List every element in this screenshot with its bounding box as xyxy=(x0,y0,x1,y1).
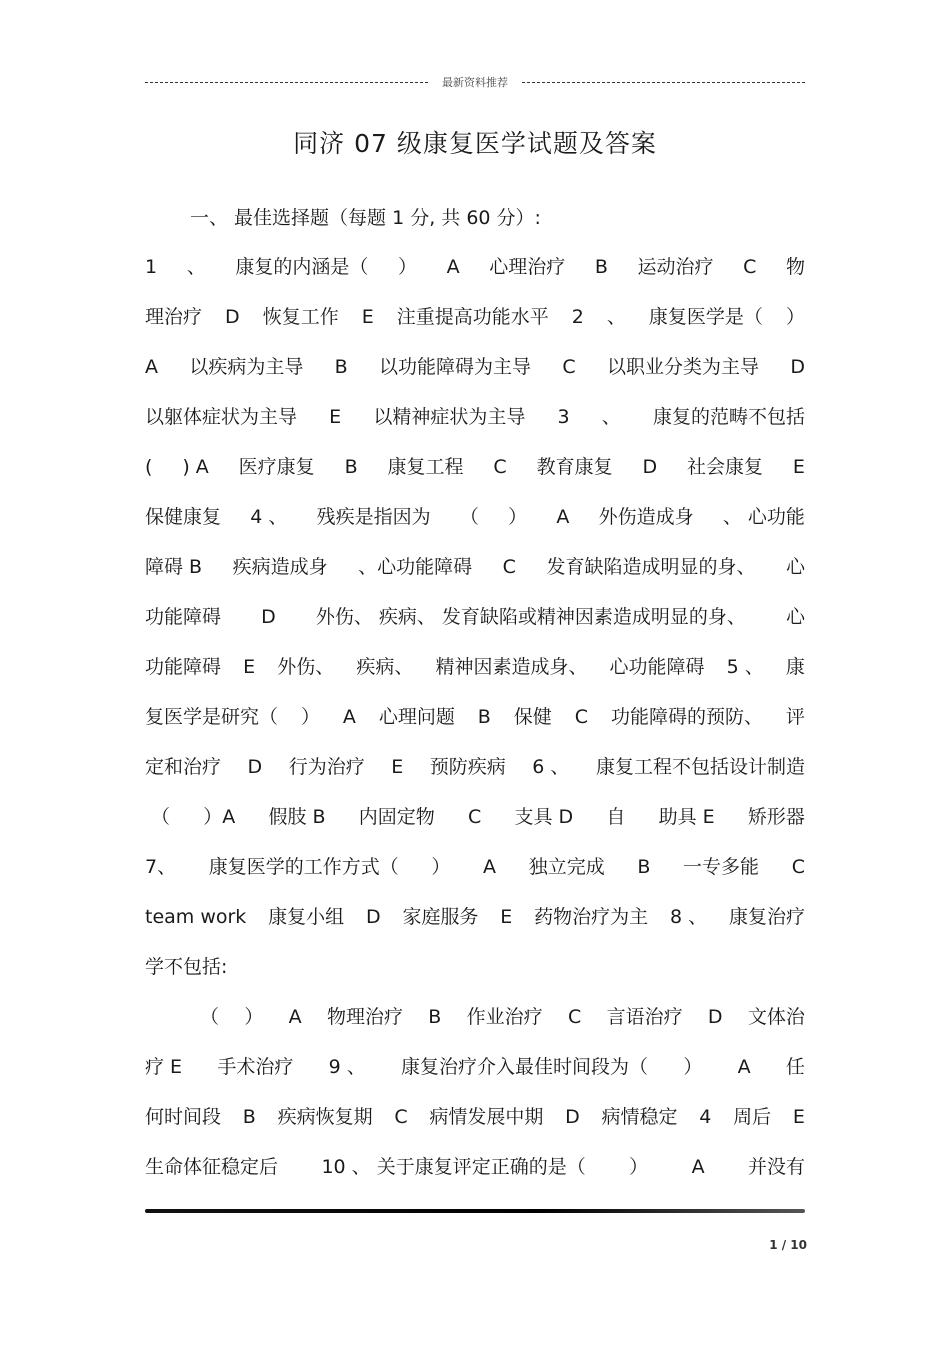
text-segment: 3 xyxy=(557,406,570,428)
text-segment: B xyxy=(334,356,348,378)
text-segment: 何时间段 xyxy=(145,1106,222,1128)
text-segment: 评 xyxy=(785,706,805,728)
text-line xyxy=(145,703,805,753)
text-segment: D xyxy=(261,606,276,628)
text-segment: 2 xyxy=(571,306,584,328)
text-segment: ( xyxy=(145,456,153,478)
text-segment: D xyxy=(565,1106,580,1128)
text-segment: D xyxy=(707,1006,723,1028)
text-line: 学不包括: xyxy=(145,956,228,978)
text-segment: A xyxy=(556,506,570,528)
text-segment: 4 、 xyxy=(250,506,288,528)
text-segment: E xyxy=(792,1106,805,1128)
header-text: 最新资料推荐 xyxy=(442,76,508,89)
text-segment: 运动治疗 xyxy=(637,256,714,278)
text-segment: 恢复工作 xyxy=(262,306,339,328)
text-segment: 自 xyxy=(606,806,626,828)
text-segment: B xyxy=(344,456,358,478)
text-line xyxy=(145,553,805,603)
text-segment: 社会康复 xyxy=(687,456,764,478)
text-line xyxy=(145,1003,805,1053)
text-segment: 预防疾病 xyxy=(429,756,506,778)
text-line xyxy=(145,1053,805,1103)
text-segment: 假肢 B xyxy=(268,806,326,828)
text-segment: 复医学是研究（ xyxy=(145,706,279,728)
text-segment: 疾病、 xyxy=(356,656,414,678)
text-segment: C xyxy=(502,556,516,578)
text-segment: C xyxy=(394,1106,408,1128)
text-segment: E xyxy=(391,756,404,778)
text-line xyxy=(145,853,805,903)
text-segment: 康复治疗 xyxy=(728,906,805,928)
text-segment: 、 xyxy=(606,306,626,328)
header-dash-left xyxy=(145,82,428,83)
text-segment: 疗 E xyxy=(145,1056,183,1078)
text-segment: E xyxy=(361,306,374,328)
question-text xyxy=(145,253,805,1203)
text-segment: 精神因素造成身、 xyxy=(435,656,588,678)
text-segment: 周后 xyxy=(733,1106,772,1128)
text-segment: C xyxy=(567,1006,582,1028)
text-segment: C xyxy=(791,856,805,878)
text-segment: C xyxy=(574,706,589,728)
text-segment: 支具 D xyxy=(514,806,574,828)
text-segment: A xyxy=(446,256,460,278)
text-segment: B xyxy=(242,1106,256,1128)
text-segment: （ xyxy=(145,806,171,828)
text-segment: C xyxy=(743,256,757,278)
text-segment: 外伤、 xyxy=(277,656,335,678)
text-segment: A xyxy=(691,1156,705,1178)
text-segment: 心 xyxy=(785,606,805,628)
document-title: 同济 07 级康复医学试题及答案 xyxy=(293,129,657,158)
text-segment: 助具 E xyxy=(658,806,715,828)
text-segment: 心功能障碍 xyxy=(609,656,705,678)
text-segment: 残疾是指因为 xyxy=(316,506,431,528)
text-segment: 8 、 xyxy=(669,906,708,928)
footer-rule xyxy=(145,1209,805,1213)
text-segment: 4 xyxy=(699,1106,712,1128)
text-segment: 以疾病为主导 xyxy=(189,356,304,378)
text-segment: 外伤、 疾病、 发育缺陷或精神因素造成明显的身、 xyxy=(315,606,746,628)
text-segment: 物 xyxy=(785,256,805,278)
text-segment: 保健康复 xyxy=(145,506,222,528)
text-segment: 文体治 xyxy=(747,1006,805,1028)
text-segment: 康复小组 xyxy=(268,906,345,928)
text-segment: D xyxy=(365,906,381,928)
text-segment: 康 xyxy=(785,656,805,678)
text-segment: D xyxy=(642,456,658,478)
text-line xyxy=(145,303,805,353)
text-segment: 疾病恢复期 xyxy=(277,1106,373,1128)
text-segment: D xyxy=(790,356,805,378)
text-segment: E xyxy=(243,656,256,678)
text-segment: team work xyxy=(145,906,247,928)
text-segment: （ xyxy=(200,1006,220,1028)
text-segment: 病情发展中期 xyxy=(429,1106,544,1128)
text-segment: 康复医学是（ xyxy=(648,306,763,328)
text-segment: 康复治疗介入最佳时间段为（ xyxy=(401,1056,649,1078)
text-segment: 内固定物 xyxy=(358,806,435,828)
page-number: 1 / 10 xyxy=(769,1238,807,1252)
text-segment: 矫形器 xyxy=(747,806,805,828)
text-segment: 、 心功能 xyxy=(722,506,805,528)
text-segment: 独立完成 xyxy=(528,856,605,878)
text-segment: 康复的内涵是（ xyxy=(235,256,369,278)
text-segment: D xyxy=(247,756,263,778)
text-segment: 任 xyxy=(785,1056,805,1078)
text-line xyxy=(145,803,805,853)
text-segment: A xyxy=(483,856,497,878)
text-line xyxy=(145,453,805,503)
text-segment: 保健 xyxy=(513,706,552,728)
text-segment: 障碍 B xyxy=(145,556,203,578)
text-line xyxy=(145,753,805,803)
text-segment: 功能障碍 xyxy=(145,656,222,678)
text-segment: ） xyxy=(244,1006,264,1028)
text-segment: 康复医学的工作方式（ xyxy=(208,856,399,878)
text-segment: 心 xyxy=(785,556,805,578)
text-segment: 疾病造成身 xyxy=(232,556,328,578)
text-segment: 并没有 xyxy=(747,1156,805,1178)
text-segment: 、 xyxy=(186,256,206,278)
text-segment: D xyxy=(225,306,240,328)
text-segment: 以功能障碍为主导 xyxy=(379,356,532,378)
text-line xyxy=(145,353,805,403)
text-segment: 、 xyxy=(601,406,621,428)
text-segment: B xyxy=(428,1006,442,1028)
text-segment: ） xyxy=(683,1056,703,1078)
text-segment: A xyxy=(737,1056,751,1078)
text-line xyxy=(145,1103,805,1153)
text-segment: C xyxy=(562,356,576,378)
text-segment: C xyxy=(468,806,482,828)
text-segment: ） xyxy=(785,306,805,328)
text-segment: E xyxy=(792,456,805,478)
text-segment: A xyxy=(145,356,158,378)
text-line xyxy=(145,1153,805,1203)
text-segment: 以躯体症状为主导 xyxy=(145,406,298,428)
text-segment: ） xyxy=(300,706,320,728)
text-segment: 1 xyxy=(145,256,158,278)
text-segment: C xyxy=(493,456,507,478)
text-segment: 病情稳定 xyxy=(601,1106,678,1128)
text-segment: 家庭服务 xyxy=(402,906,479,928)
text-segment: 注重提高功能水平 xyxy=(396,306,549,328)
text-line xyxy=(145,903,805,953)
text-segment: 外伤造成身 xyxy=(598,506,694,528)
text-segment: 以职业分类为主导 xyxy=(607,356,760,378)
text-segment: 言语治疗 xyxy=(606,1006,683,1028)
text-segment: ） xyxy=(508,506,528,528)
text-segment: ） xyxy=(629,1156,649,1178)
text-segment: 康复的范畴不包括 xyxy=(652,406,805,428)
text-line xyxy=(145,653,805,703)
text-segment: A xyxy=(342,706,356,728)
text-segment: 生命体征稳定后 xyxy=(145,1156,279,1178)
text-segment: E xyxy=(500,906,513,928)
text-segment: 手术治疗 xyxy=(217,1056,294,1078)
text-segment: B xyxy=(477,706,491,728)
text-segment: B xyxy=(637,856,651,878)
text-segment: 9 、 xyxy=(328,1056,366,1078)
text-segment: ） xyxy=(397,256,417,278)
text-segment: 5 、 xyxy=(726,656,764,678)
text-segment: 心理治疗 xyxy=(489,256,566,278)
text-segment: 功能障碍 xyxy=(145,606,222,628)
text-segment: （ xyxy=(459,506,479,528)
text-segment: E xyxy=(329,406,342,428)
text-segment: 作业治疗 xyxy=(466,1006,543,1028)
text-line xyxy=(145,253,805,303)
text-segment: 心理问题 xyxy=(378,706,455,728)
text-segment: 医疗康复 xyxy=(238,456,315,478)
text-segment: 以精神症状为主导 xyxy=(373,406,526,428)
text-segment: 康复工程 xyxy=(387,456,464,478)
text-segment: ）A xyxy=(203,806,236,828)
text-segment: ) A xyxy=(182,456,209,478)
text-line xyxy=(145,603,805,653)
text-segment: 药物治疗为主 xyxy=(534,906,649,928)
text-segment: ） xyxy=(431,856,451,878)
text-segment: 10 、 关于康复评定正确的是（ xyxy=(321,1156,586,1178)
text-segment: 发育缺陷造成明显的身、 xyxy=(546,556,756,578)
text-segment: 行为治疗 xyxy=(288,756,365,778)
text-segment: 7、 xyxy=(145,856,177,878)
text-segment: 物理治疗 xyxy=(326,1006,403,1028)
text-segment: 一专多能 xyxy=(683,856,760,878)
text-segment: 、心功能障碍 xyxy=(358,556,473,578)
text-segment: 6 、 xyxy=(532,756,570,778)
text-segment: 教育康复 xyxy=(536,456,613,478)
text-segment: B xyxy=(594,256,608,278)
text-segment: 功能障碍的预防、 xyxy=(610,706,763,728)
section-heading: 一、 最佳选择题（每题 1 分, 共 60 分）: xyxy=(190,207,541,229)
page-header xyxy=(145,74,805,90)
text-segment: 定和治疗 xyxy=(145,756,222,778)
text-line xyxy=(145,403,805,453)
text-segment: A xyxy=(288,1006,302,1028)
text-segment: 康复工程不包括设计制造 xyxy=(595,756,805,778)
text-line xyxy=(145,503,805,553)
header-dash-right xyxy=(522,82,805,83)
text-segment: 理治疗 xyxy=(145,306,203,328)
